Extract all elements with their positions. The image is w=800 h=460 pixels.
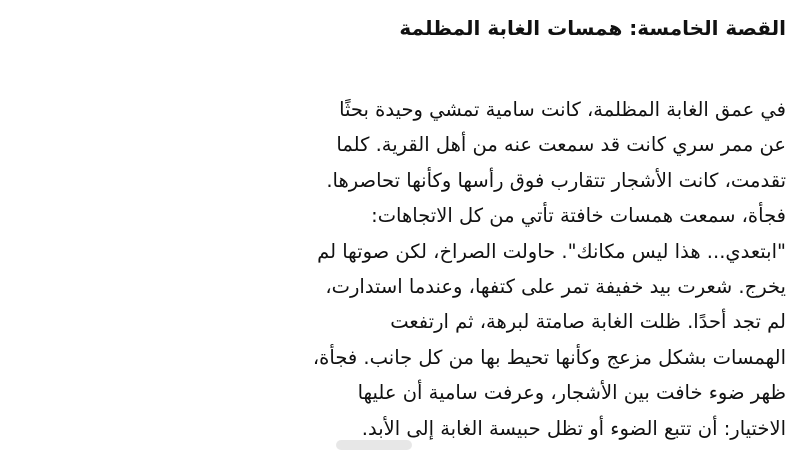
story-line: فجأة، سمعت همسات خافتة تأتي من كل الاتجاهات:	[371, 204, 786, 228]
story-line: الهمسات بشكل مزعج وكأنها تحيط بها من كل جانب. فجأة،	[312, 345, 786, 369]
story-line: يخرج. شعرت بيد خفيفة تمر على كتفها، وعندما استدارت،	[325, 275, 786, 299]
story-title: القصة الخامسة: همسات الغابة المظلمة	[399, 16, 786, 40]
story-line: عن ممر سري كانت قد سمعت عنه من أهل القرية. كلما	[336, 133, 786, 157]
story-line: ظهر ضوء خافت بين الأشجار، وعرفت سامية أن عليها	[357, 381, 786, 405]
story-body	[0, 92, 786, 446]
story-line: "ابتعدي... هذا ليس مكانك". حاولت الصراخ، لكن صوتها لم	[317, 239, 786, 263]
watermark-logo	[334, 436, 414, 454]
story-line: الاختيار: أن تتبع الضوء أو تظل حبيسة الغابة إلى الأبد.	[361, 416, 786, 440]
story-line: لم تجد أحدًا. ظلت الغابة صامتة لبرهة، ثم ارتفعت	[390, 310, 786, 334]
story-line: تقدمت، كانت الأشجار تتقارب فوق رأسها وكأنها تحاصرها.	[326, 168, 786, 192]
story-line: في عمق الغابة المظلمة، كانت سامية تمشي وحيدة بحثًا	[339, 98, 786, 121]
